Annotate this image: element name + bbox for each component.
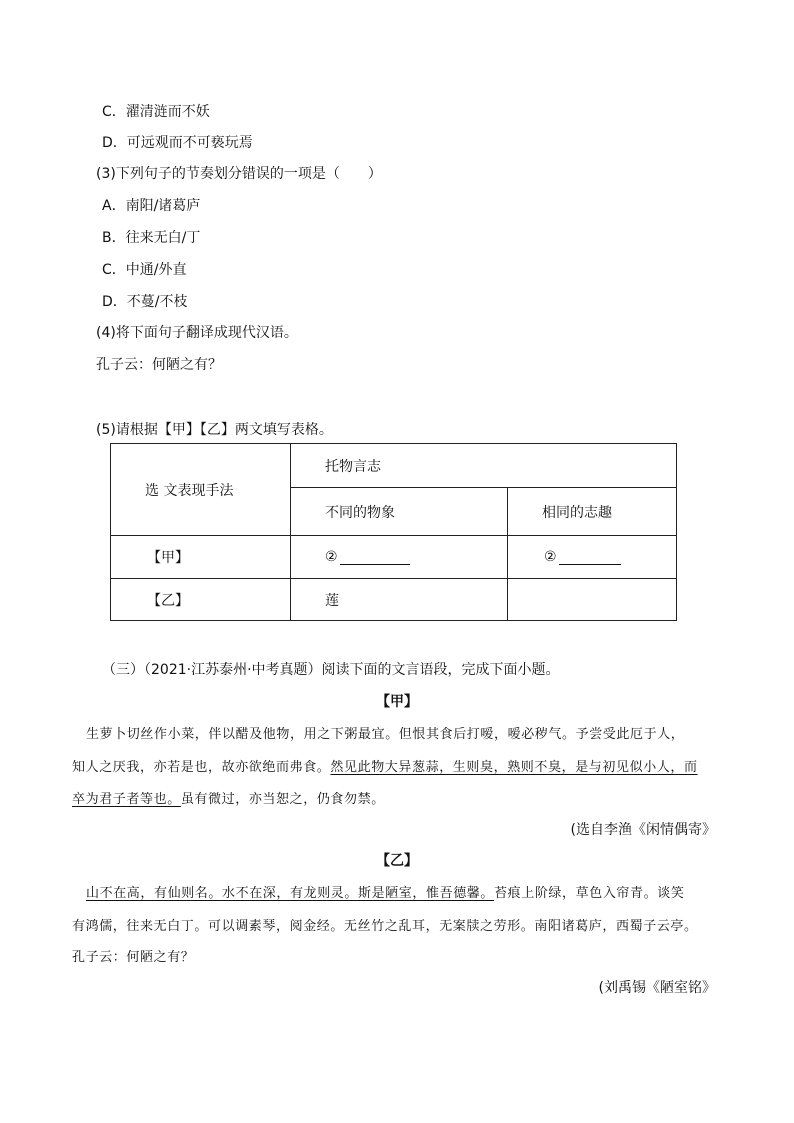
passage-jia-line-1: 生萝卜切丝作小菜，伴以醋及他物，用之下粥最宜。但恨其食后打嗳，嗳必秽气。予尝受此厄于人，: [86, 727, 685, 742]
option-d-lian: D．可远观而不可亵玩焉: [102, 135, 253, 151]
question-3-option-c: C．中通/外直: [102, 262, 187, 278]
answer-blank[interactable]: [559, 550, 621, 565]
table-row-yi-object: 莲: [291, 579, 508, 621]
table-row-yi-aspiration-cell[interactable]: [508, 579, 677, 621]
table-header-top: 托物言志: [291, 444, 677, 488]
passage-yi-source: (刘禹锡《陋室铭》: [598, 980, 716, 996]
underlined-sentence: 然见此物大异葱蒜，生则臭，熟则不臭，是与初见似小人，而: [330, 760, 698, 775]
passage-yi-line-2: 有鸿儒，往来无白丁。可以调素琴，阅金经。无丝竹之乱耳，无案牍之劳形。南阳诸葛庐，西蜀子云亭。: [72, 919, 698, 934]
passage-jia-title: 【甲】: [376, 694, 418, 710]
question-3: (3)下列句子的节奏划分错误的一项是（ ）: [96, 166, 382, 182]
table-col-aspirations: 相同的志趣: [508, 488, 677, 536]
table-row-jia-aspiration-cell[interactable]: [508, 536, 677, 579]
passage-jia-line-2: [72, 759, 698, 777]
question-5: (5)请根据【甲】【乙】两文填写表格。: [96, 422, 333, 438]
answer-table: [110, 443, 677, 621]
underlined-sentence: 山不在高，有仙则名。水不在深，有龙则灵。斯是陋室，惟吾德馨。: [86, 886, 495, 901]
passage-yi-line-1: [86, 885, 684, 903]
table-col-objects: 不同的物象: [291, 488, 508, 536]
circled-number: ②: [544, 549, 557, 565]
passage-yi-line-1-text: 苔痕上阶绿，草色入帘青。谈笑: [494, 886, 685, 901]
passage-yi-line-3: 孔子云：何陋之有？: [72, 950, 195, 965]
underlined-sentence-end: 卒为君子者等也。: [72, 792, 181, 807]
question-3-option-a: A．南阳/诸葛庐: [102, 198, 201, 214]
question-3-option-d: D．不蔓/不枝: [102, 294, 188, 310]
table-row-jia-object-cell[interactable]: [291, 536, 508, 579]
option-c-lian: C．濯清涟而不妖: [102, 104, 210, 120]
circled-number: ②: [325, 549, 338, 565]
table-row-yi-label: 【乙】: [111, 579, 291, 621]
passage-jia-line-3: [72, 791, 385, 809]
passage-jia-line-3-text: 虽有微过，亦当恕之，仍食勿禁。: [180, 792, 385, 807]
section-3-intro: （三）（2021·江苏泰州·中考真题）阅读下面的文言语段，完成下面小题。: [102, 662, 560, 678]
question-4: (4)将下面句子翻译成现代汉语。: [96, 325, 298, 341]
passage-jia-source: (选自李渔《闲情偶寄》: [570, 822, 716, 838]
table-row-jia-label: 【甲】: [111, 536, 291, 579]
passage-jia-line-2-text: 知人之厌我，亦若是也，故亦欲绝而弗食。: [72, 760, 331, 775]
question-4-sentence: 孔子云：何陋之有？: [96, 357, 222, 373]
table-header-left: 选 文表现手法: [111, 444, 291, 536]
question-3-option-b: B．往来无白/丁: [102, 230, 201, 246]
passage-yi-title: 【乙】: [376, 853, 418, 869]
answer-blank[interactable]: [340, 550, 410, 565]
